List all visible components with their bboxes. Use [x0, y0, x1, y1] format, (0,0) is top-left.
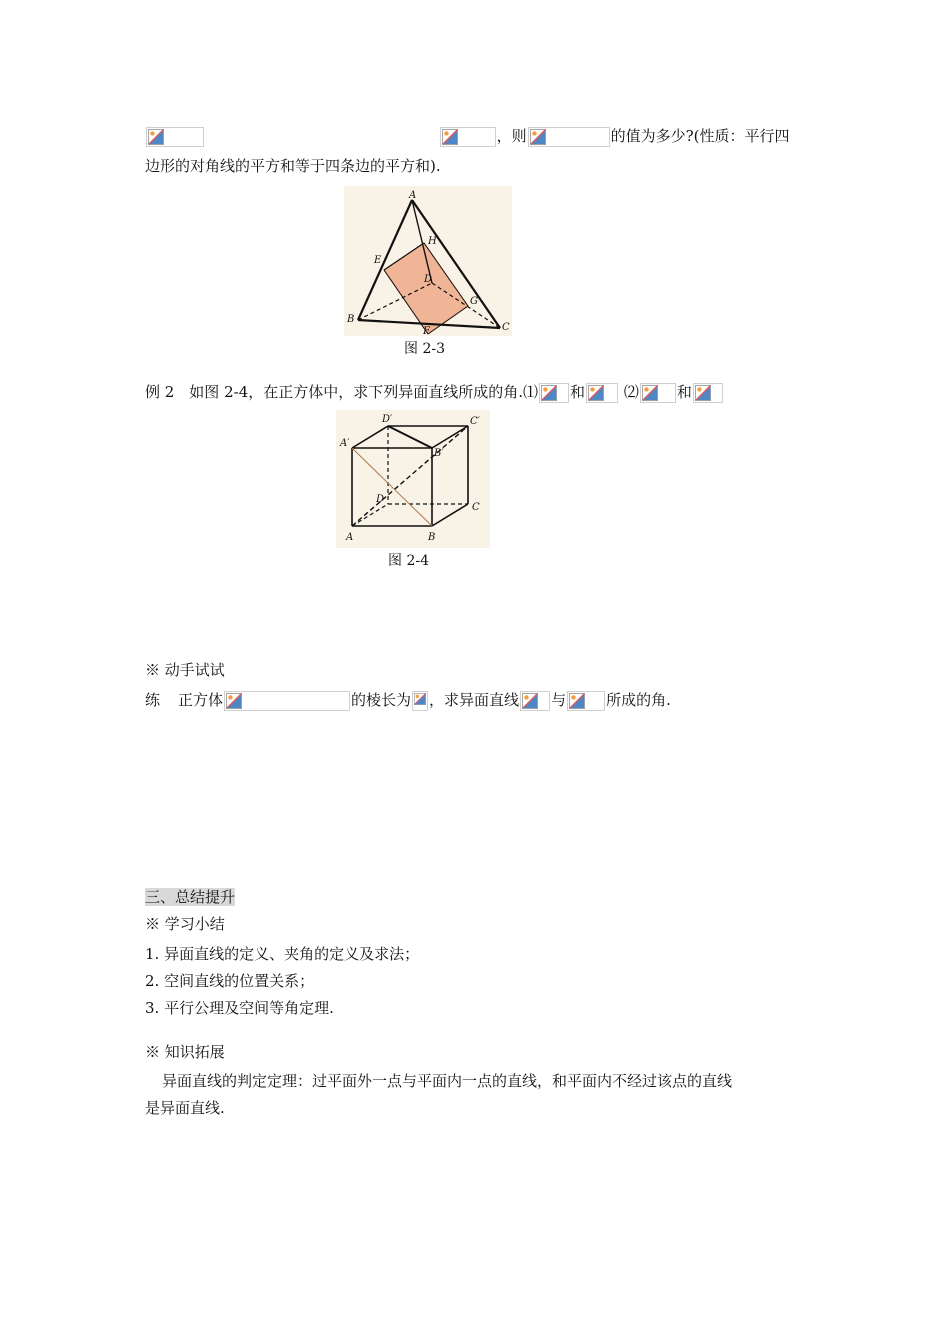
figure-2-3-caption: 图 2-3: [404, 341, 445, 357]
practice-label: 练: [145, 691, 161, 709]
broken-image-icon: [695, 385, 711, 401]
summary-item-1: 1. 异面直线的定义、夹角的定义及求法；: [145, 945, 420, 963]
label-c-prime: C′: [470, 416, 480, 427]
formula-image-placeholder: [224, 691, 350, 711]
label-b-prime: B′: [434, 448, 444, 459]
label-d-prime: D′: [382, 414, 393, 425]
formula-image-placeholder: [567, 691, 605, 711]
broken-image-icon: [414, 693, 426, 705]
label-d: D: [424, 274, 433, 285]
intro-text-then: ，则: [496, 127, 527, 145]
label-f: F: [423, 326, 430, 336]
practice-text-3: ，求异面直线: [429, 691, 520, 709]
example-2-and-2: 和: [676, 383, 692, 401]
intro-line-2: 边形的对角线的平方和等于四条边的平方和).: [145, 157, 441, 175]
label-b: B: [347, 314, 355, 325]
example-2-text: 例 2 如图 2-4，在正方体中，求下列异面直线所成的角.: [145, 383, 524, 401]
label-a: A: [346, 532, 354, 543]
figure-2-3: [344, 186, 512, 336]
label-e: E: [374, 255, 382, 266]
example-2-and-1: 和: [570, 383, 586, 401]
label-b: B: [428, 532, 436, 543]
extension-line-2: 是异面直线.: [145, 1099, 225, 1117]
practice-line: [145, 689, 671, 711]
broken-image-icon: [642, 385, 658, 401]
formula-image-placeholder: [146, 127, 204, 147]
label-c: C: [502, 322, 510, 333]
practice-text-4: 与: [551, 691, 567, 709]
broken-image-icon: [442, 129, 458, 145]
formula-image-placeholder: [412, 691, 428, 711]
summary-item-2: 2. 空间直线的位置关系；: [145, 972, 315, 990]
example-2-part-1-marker: ⑴: [523, 383, 539, 401]
practice-text-2: 的棱长为: [351, 691, 412, 709]
practice-text-5: 所成的角.: [606, 691, 671, 709]
label-a: A: [409, 190, 417, 201]
example-2-line: [145, 381, 724, 403]
extension-line-1: 异面直线的判定定理：过平面外一点与平面内一点的直线，和平面内不经过该点的直线: [162, 1072, 733, 1090]
intro-text-value: 的值为多少?(性质：平行四: [610, 127, 790, 145]
formula-image-placeholder: [528, 127, 610, 147]
broken-image-icon: [588, 385, 604, 401]
practice-text-1: 正方体: [178, 691, 224, 709]
formula-image-placeholder: [520, 691, 550, 711]
intro-line-1: [145, 125, 789, 147]
extension-heading: ※ 知识拓展: [145, 1043, 225, 1061]
label-g: G: [470, 296, 478, 307]
broken-image-icon: [226, 693, 242, 709]
summary-heading: ※ 学习小结: [145, 915, 225, 933]
figure-2-4: [336, 410, 490, 548]
label-d: D: [376, 494, 385, 505]
broken-image-icon: [148, 129, 164, 145]
formula-image-placeholder: [640, 383, 676, 403]
formula-image-placeholder: [440, 127, 496, 147]
section-title-text: 三、总结提升: [145, 888, 236, 906]
label-c: C: [472, 502, 480, 513]
try-heading: ※ 动手试试: [145, 661, 225, 679]
broken-image-icon: [522, 693, 538, 709]
figure-2-4-caption: 图 2-4: [388, 553, 429, 569]
broken-image-icon: [569, 693, 585, 709]
broken-image-icon: [530, 129, 546, 145]
example-2-part-2-marker: ⑵: [623, 383, 639, 401]
summary-section-title: [145, 886, 235, 908]
formula-image-placeholder: [539, 383, 569, 403]
figure-background: [336, 410, 490, 548]
label-a-prime: A′: [340, 438, 350, 449]
formula-image-placeholder: [693, 383, 723, 403]
broken-image-icon: [541, 385, 557, 401]
formula-image-placeholder: [586, 383, 618, 403]
label-h: H: [428, 236, 437, 247]
summary-item-3: 3. 平行公理及空间等角定理.: [145, 999, 334, 1017]
